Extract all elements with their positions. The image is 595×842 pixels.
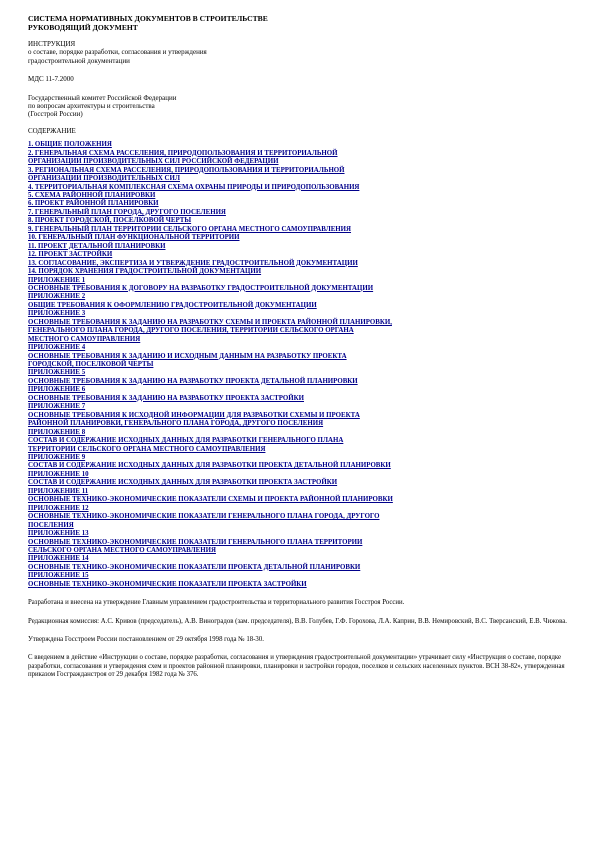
toc-link[interactable]: ПРИЛОЖЕНИЕ 8 bbox=[28, 428, 86, 436]
toc-link[interactable]: 9. ГЕНЕРАЛЬНЫЙ ПЛАН ТЕРРИТОРИИ СЕЛЬСКОГО ОРГАНА МЕСТНОГО САМОУПРАВЛЕНИЯ bbox=[28, 225, 352, 233]
toc-link[interactable]: 8. ПРОЕКТ ГОРОДСКОЙ, ПОСЕЛКОВОЙ ЧЕРТЫ bbox=[28, 217, 192, 225]
toc-link[interactable]: ОСНОВНЫЕ ТЕХНИКО-ЭКОНОМИЧЕСКИЕ ПОКАЗАТЕЛИ ПРОЕКТА ДЕТАЛЬНОЙ ПЛАНИРОВКИ bbox=[28, 563, 361, 571]
toc-link[interactable]: ОРГАНИЗАЦИИ ПРОИЗВОДИТЕЛЬНЫХ СИЛ bbox=[28, 175, 180, 183]
toc-link[interactable]: СОСТАВ И СОДЕРЖАНИЕ ИСХОДНЫХ ДАННЫХ ДЛЯ РАЗРАБОТКИ ПРОЕКТА ДЕТАЛЬНОЙ ПЛАНИРОВКИ bbox=[28, 462, 391, 470]
toc-link[interactable]: ТЕРРИТОРИИ СЕЛЬСКОГО ОРГАНА МЕСТНОГО САМОУПРАВЛЕНИЯ bbox=[28, 445, 266, 453]
toc-link[interactable]: ОСНОВНЫЕ ТРЕБОВАНИЯ К ЗАДАНИЮ НА РАЗРАБОТКУ СХЕМЫ И ПРОЕКТА РАЙОННОЙ ПЛАНИРОВКИ, bbox=[28, 318, 392, 326]
toc-link[interactable]: 2. ГЕНЕРАЛЬНАЯ СХЕМА РАССЕЛЕНИЯ, ПРИРОДОПОЛЬЗОВАНИЯ И ТЕРРИТОРИАЛЬНОЙ bbox=[28, 149, 338, 157]
toc-link[interactable]: 14. ПОРЯДОК ХРАНЕНИЯ ГРАДОСТРОИТЕЛЬНОЙ ДОКУМЕНТАЦИИ bbox=[28, 268, 262, 276]
issuer-line-1: Государственный комитет Российской Федерации bbox=[28, 93, 177, 102]
toc-link[interactable]: 7. ГЕНЕРАЛЬНЫЙ ПЛАН ГОРОДА, ДРУГОГО ПОСЕЛЕНИЯ bbox=[28, 208, 226, 216]
document-page bbox=[28, 14, 568, 680]
toc-link[interactable]: РАЙОННОЙ ПЛАНИРОВКИ, ГЕНЕРАЛЬНОГО ПЛАНА ГОРОДА, ДРУГОГО ПОСЕЛЕНИЯ bbox=[28, 420, 324, 428]
toc-link[interactable]: ОСНОВНЫЕ ТРЕБОВАНИЯ К ЗАДАНИЮ И ИСХОДНЫМ ДАННЫМ НА РАЗРАБОТКУ ПРОЕКТА bbox=[28, 352, 347, 360]
toc-link[interactable]: ПРИЛОЖЕНИЕ 2 bbox=[28, 293, 86, 301]
toc-link[interactable]: ОБЩИЕ ТРЕБОВАНИЯ К ОФОРМЛЕНИЮ ГРАДОСТРОИТЕЛЬНОЙ ДОКУМЕНТАЦИИ bbox=[28, 301, 317, 309]
toc-link[interactable]: СОСТАВ И СОДЕРЖАНИЕ ИСХОДНЫХ ДАННЫХ ДЛЯ РАЗРАБОТКИ ПРОЕКТА ЗАСТРОЙКИ bbox=[28, 479, 338, 487]
toc-link[interactable]: ПРИЛОЖЕНИЕ 10 bbox=[28, 470, 89, 478]
header-line-1: СИСТЕМА НОРМАТИВНЫХ ДОКУМЕНТОВ В СТРОИТЕЛЬСТВЕ bbox=[28, 14, 268, 23]
paragraph: Редакционная комиссия: А.С. Кривов (председатель), А.В. Виноградов (зам. председателя), В.В. Голубев, Г.Ф. Горохова, Л.А. Каприн, В.В. Немировский, В.С. Тверсанский, Е.В. Чижова. bbox=[28, 617, 567, 625]
toc-link[interactable]: ПРИЛОЖЕНИЕ 4 bbox=[28, 344, 86, 352]
document-code: МДС 11-7.2000 bbox=[28, 75, 74, 84]
toc-link[interactable]: ПРИЛОЖЕНИЕ 15 bbox=[28, 572, 89, 580]
toc-link[interactable]: 11. ПРОЕКТ ДЕТАЛЬНОЙ ПЛАНИРОВКИ bbox=[28, 242, 166, 250]
toc-link[interactable]: СЕЛЬСКОГО ОРГАНА МЕСТНОГО САМОУПРАВЛЕНИЯ bbox=[28, 547, 216, 554]
toc-link[interactable]: ПРИЛОЖЕНИЕ 7 bbox=[28, 403, 86, 411]
toc-link[interactable]: ОСНОВНЫЕ ТЕХНИКО-ЭКОНОМИЧЕСКИЕ ПОКАЗАТЕЛИ ГЕНЕРАЛЬНОГО ПЛАНА ГОРОДА, ДРУГОГО bbox=[28, 513, 380, 521]
toc-link[interactable]: ОСНОВНЫЕ ТРЕБОВАНИЯ К ЗАДАНИЮ НА РАЗРАБОТКУ ПРОЕКТА ЗАСТРОЙКИ bbox=[28, 394, 305, 402]
toc-link[interactable]: ОСНОВНЫЕ ТРЕБОВАНИЯ К ДОГОВОРУ НА РАЗРАБОТКУ ГРАДОСТРОИТЕЛЬНОЙ ДОКУМЕНТАЦИИ bbox=[28, 284, 374, 292]
header-line-2: РУКОВОДЯЩИЙ ДОКУМЕНТ bbox=[28, 23, 138, 32]
toc-link[interactable]: СОСТАВ И СОДЕРЖАНИЕ ИСХОДНЫХ ДАННЫХ ДЛЯ РАЗРАБОТКИ ГЕНЕРАЛЬНОГО ПЛАНА bbox=[28, 437, 344, 445]
toc-link[interactable]: 3. РЕГИОНАЛЬНАЯ СХЕМА РАССЕЛЕНИЯ, ПРИРОДОПОЛЬЗОВАНИЯ И ТЕРРИТОРИАЛЬНОЙ bbox=[28, 166, 345, 174]
toc-link[interactable]: ПРИЛОЖЕНИЕ 11 bbox=[28, 487, 89, 495]
instruction-title: ИНСТРУКЦИЯ bbox=[28, 40, 76, 48]
notes bbox=[28, 599, 568, 679]
toc-link[interactable]: 12. ПРОЕКТ ЗАСТРОЙКИ bbox=[28, 251, 113, 259]
toc-link[interactable]: 4. ТЕРРИТОРИАЛЬНАЯ КОМПЛЕКСНАЯ СХЕМА ОХРАНЫ ПРИРОДЫ И ПРИРОДОПОЛЬЗОВАНИЯ bbox=[28, 183, 360, 191]
toc-link[interactable]: МЕСТНОГО САМОУПРАВЛЕНИЯ bbox=[28, 335, 141, 343]
toc-link[interactable]: 10. ГЕНЕРАЛЬНЫЙ ПЛАН ФУНКЦИОНАЛЬНОЙ ТЕРРИТОРИИ bbox=[28, 234, 240, 242]
toc-link[interactable]: 1. ОБЩИЕ ПОЛОЖЕНИЯ bbox=[28, 141, 112, 149]
toc-link[interactable]: ОСНОВНЫЕ ТЕХНИКО-ЭКОНОМИЧЕСКИЕ ПОКАЗАТЕЛИ ГЕНЕРАЛЬНОГО ПЛАНА ТЕРРИТОРИИ bbox=[28, 538, 363, 546]
toc-link[interactable]: ПОСЕЛЕНИЯ bbox=[28, 521, 74, 529]
toc-link[interactable]: ГОРОДСКОЙ, ПОСЕЛКОВОЙ ЧЕРТЫ bbox=[28, 361, 154, 369]
instruction-subtitle-2: градостроительной документации bbox=[28, 56, 130, 65]
toc-link[interactable]: 13. СОГЛАСОВАНИЕ, ЭКСПЕРТИЗА И УТВЕРЖДЕНИЕ ГРАДОСТРОИТЕЛЬНОЙ ДОКУМЕНТАЦИИ bbox=[28, 259, 358, 267]
toc-title: СОДЕРЖАНИЕ bbox=[28, 126, 76, 135]
table-of-contents bbox=[28, 141, 568, 589]
toc-link[interactable]: ПРИЛОЖЕНИЕ 1 bbox=[28, 276, 86, 284]
issuer-line-2: по вопросам архитектуры и строительства bbox=[28, 102, 155, 111]
toc-link[interactable]: ПРИЛОЖЕНИЕ 6 bbox=[28, 386, 86, 394]
toc-link[interactable]: 6. ПРОЕКТ РАЙОННОЙ ПЛАНИРОВКИ bbox=[28, 200, 159, 208]
toc-link[interactable]: ПРИЛОЖЕНИЕ 5 bbox=[28, 369, 86, 377]
toc-link[interactable]: ПРИЛОЖЕНИЕ 9 bbox=[28, 454, 86, 462]
toc-link[interactable]: ПРИЛОЖЕНИЕ 12 bbox=[28, 504, 89, 512]
toc-link[interactable]: 5. СХЕМА РАЙОННОЙ ПЛАНИРОВКИ bbox=[28, 191, 156, 199]
toc-link[interactable]: ОСНОВНЫЕ ТРЕБОВАНИЯ К ЗАДАНИЮ НА РАЗРАБОТКУ ПРОЕКТА ДЕТАЛЬНОЙ ПЛАНИРОВКИ bbox=[28, 377, 358, 385]
toc-link[interactable]: ОСНОВНЫЕ ТРЕБОВАНИЯ К ИСХОДНОЙ ИНФОРМАЦИИ ДЛЯ РАЗРАБОТКИ СХЕМЫ И ПРОЕКТА bbox=[28, 411, 360, 419]
toc-link[interactable]: ПРИЛОЖЕНИЕ 14 bbox=[28, 555, 89, 563]
toc-link[interactable]: ОСНОВНЫЕ ТЕХНИКО-ЭКОНОМИЧЕСКИЕ ПОКАЗАТЕЛИ ПРОЕКТА ЗАСТРОЙКИ bbox=[28, 580, 307, 588]
toc-link[interactable]: ОРГАНИЗАЦИИ ПРОИЗВОДИТЕЛЬНЫХ СИЛ РОССИЙСКОЙ ФЕДЕРАЦИИ bbox=[28, 158, 279, 166]
instruction-subtitle-1: о составе, порядке разработки, согласования и утверждения bbox=[28, 48, 207, 57]
paragraph: С введением в действие «Инструкции о составе, порядке разработки, согласования и утверждения градостроительной документации» утрачивает силу «Инструкция о составе, порядке разработки, согласования и утверждения схем и проектов районной планировки, планировки и застройки городов, поселков и сельских населенных пунктов. ВСН 38-82», утвержденная приказом Госгражданстроя от 29 декабря 1982 года № 376. bbox=[28, 654, 565, 679]
issuer-line-3: (Госстрой России) bbox=[28, 110, 83, 119]
paragraph: Утверждена Госстроем России постановлением от 29 октября 1998 года № 18-30. bbox=[28, 636, 264, 644]
toc-link[interactable]: ПРИЛОЖЕНИЕ 13 bbox=[28, 530, 89, 538]
toc-link[interactable]: ОСНОВНЫЕ ТЕХНИКО-ЭКОНОМИЧЕСКИЕ ПОКАЗАТЕЛИ СХЕМЫ И ПРОЕКТА РАЙОННОЙ ПЛАНИРОВКИ bbox=[28, 496, 393, 504]
toc-link[interactable]: ГЕНЕРАЛЬНОГО ПЛАНА ГОРОДА, ДРУГОГО ПОСЕЛЕНИЯ, ТЕРРИТОРИИ СЕЛЬСКОГО ОРГАНА bbox=[28, 327, 354, 335]
toc-link[interactable]: ПРИЛОЖЕНИЕ 3 bbox=[28, 310, 86, 318]
paragraph: Разработана и внесена на утверждение Главным управлением градостроительства и территориального развития Госстроя России. bbox=[28, 599, 405, 607]
